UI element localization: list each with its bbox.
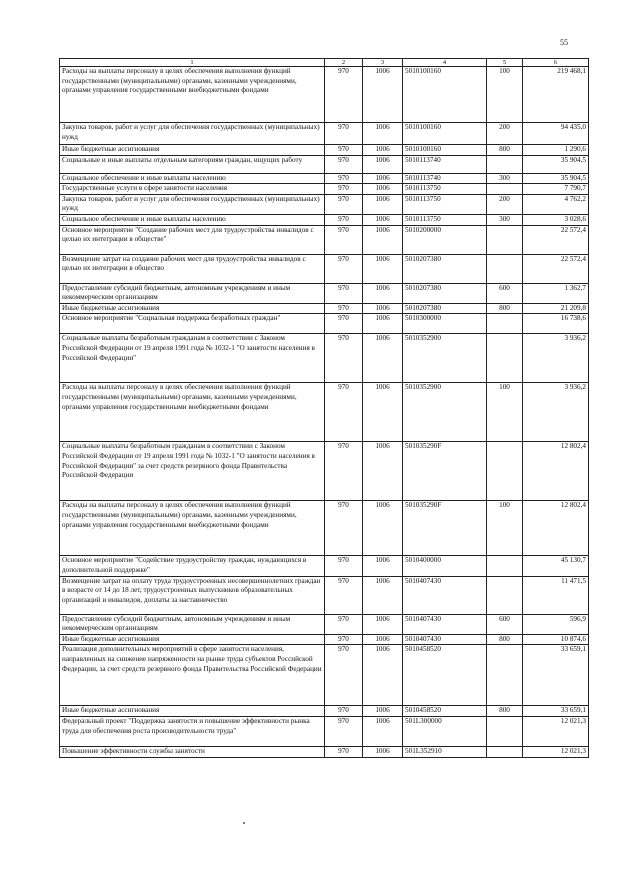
row-name-cell: Основное мероприятие "Содействие трудоустройству граждан, нуждающихся в дополнительной поддержке" bbox=[60, 556, 325, 576]
row-amount-cell: 22 572,4 bbox=[523, 225, 589, 254]
row-admin-code-cell: 970 bbox=[325, 283, 363, 303]
row-target-article-cell: 5010207380 bbox=[403, 283, 487, 303]
row-admin-code-cell: 970 bbox=[325, 556, 363, 576]
row-section-code-cell: 1006 bbox=[363, 214, 403, 225]
table-row bbox=[60, 556, 589, 576]
row-section-code-cell: 1006 bbox=[363, 501, 403, 556]
row-name-cell: Социальное обеспечение и иные выплаты населению bbox=[60, 173, 325, 184]
table-row bbox=[60, 746, 589, 757]
scan-speck bbox=[243, 822, 245, 824]
row-name-cell: Реализация дополнительных мероприятий в сфере занятости населения, направленных на снижение напряженности на рынке труда субъектов Российской Федерации, за счет средств резервного фонда Правительства Российской Федерации bbox=[60, 645, 325, 706]
page-number: 55 bbox=[560, 38, 568, 47]
row-target-article-cell: 5010113750 bbox=[403, 214, 487, 225]
row-expense-type-cell bbox=[487, 334, 523, 383]
table-row bbox=[60, 145, 589, 156]
row-name-cell: Иные бюджетные ассигнования bbox=[60, 145, 325, 156]
row-name-cell: Социальное обеспечение и иные выплаты населению bbox=[60, 214, 325, 225]
row-amount-cell: 596,9 bbox=[523, 614, 589, 634]
table-row bbox=[60, 67, 589, 123]
row-amount-cell: 3 028,6 bbox=[523, 214, 589, 225]
row-admin-code-cell: 970 bbox=[325, 334, 363, 383]
row-amount-cell: 21 209,8 bbox=[523, 303, 589, 314]
row-name-cell: Возмещение затрат на оплату труда трудоустроенных несовершеннолетних граждан в возрасте от 14 до 18 лет, трудоустроенных выпускников образовательных организаций и инвалидов, доплаты за наставничество bbox=[60, 576, 325, 614]
row-section-code-cell: 1006 bbox=[363, 314, 403, 334]
row-name-cell: Социальные выплаты безработным гражданам в соответствии с Законом Российской Федерации от 19 апреля 1991 года № 1032-1 "О занятости населения в Российской Федерации" за счет средств резервного фонда Правительства Российской Федерации bbox=[60, 442, 325, 501]
header-col-3: 3 bbox=[363, 59, 403, 67]
row-amount-cell: 12 802,4 bbox=[523, 501, 589, 556]
row-admin-code-cell: 970 bbox=[325, 225, 363, 254]
table-row bbox=[60, 614, 589, 634]
row-section-code-cell: 1006 bbox=[363, 155, 403, 173]
row-admin-code-cell: 970 bbox=[325, 706, 363, 717]
row-name-cell: Иные бюджетные ассигнования bbox=[60, 303, 325, 314]
row-name-cell: Закупка товаров, работ и услуг для обеспечения государственных (муниципальных) нужд bbox=[60, 123, 325, 145]
table-row bbox=[60, 283, 589, 303]
row-amount-cell: 12 802,4 bbox=[523, 442, 589, 501]
row-admin-code-cell: 970 bbox=[325, 67, 363, 123]
row-amount-cell: 1 362,7 bbox=[523, 283, 589, 303]
table-row bbox=[60, 334, 589, 383]
row-section-code-cell: 1006 bbox=[363, 634, 403, 645]
row-amount-cell: 22 572,4 bbox=[523, 254, 589, 283]
row-admin-code-cell: 970 bbox=[325, 614, 363, 634]
row-expense-type-cell bbox=[487, 314, 523, 334]
table-row bbox=[60, 123, 589, 145]
table-row bbox=[60, 184, 589, 195]
row-name-cell: Основное мероприятие "Социальная поддержка безработных граждан" bbox=[60, 314, 325, 334]
row-amount-cell: 219 468,1 bbox=[523, 67, 589, 123]
row-section-code-cell: 1006 bbox=[363, 383, 403, 442]
row-section-code-cell: 1006 bbox=[363, 645, 403, 706]
row-target-article-cell: 5010207380 bbox=[403, 254, 487, 283]
row-target-article-cell: 5010407430 bbox=[403, 634, 487, 645]
row-section-code-cell: 1006 bbox=[363, 225, 403, 254]
row-admin-code-cell: 970 bbox=[325, 184, 363, 195]
table-row bbox=[60, 576, 589, 614]
row-expense-type-cell: 600 bbox=[487, 614, 523, 634]
row-admin-code-cell: 970 bbox=[325, 746, 363, 757]
row-section-code-cell: 1006 bbox=[363, 303, 403, 314]
row-name-cell: Иные бюджетные ассигнования bbox=[60, 706, 325, 717]
row-amount-cell: 94 435,0 bbox=[523, 123, 589, 145]
row-expense-type-cell bbox=[487, 746, 523, 757]
row-expense-type-cell bbox=[487, 184, 523, 195]
row-name-cell: Закупка товаров, работ и услуг для обеспечения государственных (муниципальных) нужд bbox=[60, 194, 325, 214]
row-name-cell: Социальные выплаты безработным гражданам в соответствии с Законом Российской Федерации от 19 апреля 1991 года № 1032-1 "О занятости населения в Российской Федерации" bbox=[60, 334, 325, 383]
row-target-article-cell: 5010458520 bbox=[403, 706, 487, 717]
row-name-cell: Расходы на выплаты персоналу в целях обеспечения выполнения функций государственными (муниципальными) органами, казенными учреждениями, органами управления государственными внебюджетными фондами bbox=[60, 501, 325, 556]
row-target-article-cell: 5010207380 bbox=[403, 303, 487, 314]
table-row bbox=[60, 173, 589, 184]
row-target-article-cell: 501L300000 bbox=[403, 716, 487, 746]
row-expense-type-cell bbox=[487, 254, 523, 283]
row-expense-type-cell: 200 bbox=[487, 123, 523, 145]
row-section-code-cell: 1006 bbox=[363, 442, 403, 501]
row-name-cell: Предоставление субсидий бюджетным, автономным учреждениям и иным некоммерческим организациям bbox=[60, 283, 325, 303]
row-target-article-cell: 501L352910 bbox=[403, 746, 487, 757]
row-target-article-cell: 5010407430 bbox=[403, 614, 487, 634]
row-target-article-cell: 5010113750 bbox=[403, 194, 487, 214]
row-expense-type-cell: 800 bbox=[487, 145, 523, 156]
header-col-4: 4 bbox=[403, 59, 487, 67]
row-amount-cell: 7 790,7 bbox=[523, 184, 589, 195]
row-admin-code-cell: 970 bbox=[325, 214, 363, 225]
table-row bbox=[60, 716, 589, 746]
row-target-article-cell: 5010100160 bbox=[403, 145, 487, 156]
row-name-cell: Возмещение затрат на создание рабочих мест для трудоустройства инвалидов с целью их интеграции в общество bbox=[60, 254, 325, 283]
row-section-code-cell: 1006 bbox=[363, 576, 403, 614]
row-target-article-cell: 5010113740 bbox=[403, 173, 487, 184]
row-name-cell: Предоставление субсидий бюджетным, автономным учреждениям и иным некоммерческим организациям bbox=[60, 614, 325, 634]
row-name-cell: Государственные услуги в сфере занятости населения bbox=[60, 184, 325, 195]
row-section-code-cell: 1006 bbox=[363, 194, 403, 214]
row-amount-cell: 35 904,5 bbox=[523, 173, 589, 184]
row-expense-type-cell bbox=[487, 225, 523, 254]
row-target-article-cell: 5010352900 bbox=[403, 334, 487, 383]
row-expense-type-cell: 300 bbox=[487, 173, 523, 184]
row-section-code-cell: 1006 bbox=[363, 67, 403, 123]
header-col-1: 1 bbox=[60, 59, 325, 67]
row-expense-type-cell: 200 bbox=[487, 194, 523, 214]
row-admin-code-cell: 970 bbox=[325, 716, 363, 746]
table-row bbox=[60, 645, 589, 706]
row-target-article-cell: 501035290F bbox=[403, 442, 487, 501]
row-name-cell: Социальные и иные выплаты отдельным категориям граждан, ищущих работу bbox=[60, 155, 325, 173]
row-amount-cell: 12 021,3 bbox=[523, 746, 589, 757]
row-expense-type-cell bbox=[487, 716, 523, 746]
row-expense-type-cell: 100 bbox=[487, 67, 523, 123]
row-expense-type-cell: 800 bbox=[487, 303, 523, 314]
row-amount-cell: 1 290,6 bbox=[523, 145, 589, 156]
table-row bbox=[60, 314, 589, 334]
row-target-article-cell: 5010352900 bbox=[403, 383, 487, 442]
row-target-article-cell: 5010100160 bbox=[403, 123, 487, 145]
row-expense-type-cell: 800 bbox=[487, 706, 523, 717]
header-col-2: 2 bbox=[325, 59, 363, 67]
row-section-code-cell: 1006 bbox=[363, 123, 403, 145]
row-admin-code-cell: 970 bbox=[325, 145, 363, 156]
budget-table bbox=[59, 58, 589, 758]
row-name-cell: Расходы на выплаты персоналу в целях обеспечения выполнения функций государственными (муниципальными) органами, казенными учреждениями, органами управления государственными внебюджетными фондами bbox=[60, 67, 325, 123]
row-expense-type-cell: 600 bbox=[487, 283, 523, 303]
row-target-article-cell: 5010300000 bbox=[403, 314, 487, 334]
table-row bbox=[60, 155, 589, 173]
row-amount-cell: 3 936,2 bbox=[523, 383, 589, 442]
table-header-row bbox=[60, 59, 589, 67]
row-name-cell: Расходы на выплаты персоналу в целях обеспечения выполнения функций государственными (муниципальными) органами, казенными учреждениями, органами управления государственными внебюджетными фондами bbox=[60, 383, 325, 442]
row-target-article-cell: 5010458520 bbox=[403, 645, 487, 706]
row-section-code-cell: 1006 bbox=[363, 254, 403, 283]
row-amount-cell: 10 874,6 bbox=[523, 634, 589, 645]
row-expense-type-cell: 100 bbox=[487, 383, 523, 442]
row-expense-type-cell bbox=[487, 442, 523, 501]
row-amount-cell: 12 021,3 bbox=[523, 716, 589, 746]
table-row bbox=[60, 501, 589, 556]
table-row bbox=[60, 634, 589, 645]
row-amount-cell: 33 659,1 bbox=[523, 645, 589, 706]
row-section-code-cell: 1006 bbox=[363, 283, 403, 303]
row-admin-code-cell: 970 bbox=[325, 645, 363, 706]
header-col-6: 6 bbox=[523, 59, 589, 67]
row-name-cell: Иные бюджетные ассигнования bbox=[60, 634, 325, 645]
row-section-code-cell: 1006 bbox=[363, 145, 403, 156]
row-target-article-cell: 5010200000 bbox=[403, 225, 487, 254]
row-expense-type-cell: 800 bbox=[487, 634, 523, 645]
row-admin-code-cell: 970 bbox=[325, 303, 363, 314]
row-admin-code-cell: 970 bbox=[325, 383, 363, 442]
row-name-cell: Основное мероприятие "Создание рабочих мест для трудоустройства инвалидов с целью их интеграции в обществе" bbox=[60, 225, 325, 254]
row-admin-code-cell: 970 bbox=[325, 314, 363, 334]
row-target-article-cell: 5010400000 bbox=[403, 556, 487, 576]
table-row bbox=[60, 383, 589, 442]
row-expense-type-cell: 100 bbox=[487, 501, 523, 556]
row-section-code-cell: 1006 bbox=[363, 334, 403, 383]
row-admin-code-cell: 970 bbox=[325, 254, 363, 283]
row-target-article-cell: 5010407430 bbox=[403, 576, 487, 614]
row-amount-cell: 11 471,5 bbox=[523, 576, 589, 614]
row-section-code-cell: 1006 bbox=[363, 184, 403, 195]
row-admin-code-cell: 970 bbox=[325, 442, 363, 501]
row-expense-type-cell bbox=[487, 556, 523, 576]
row-section-code-cell: 1006 bbox=[363, 716, 403, 746]
row-amount-cell: 4 762,2 bbox=[523, 194, 589, 214]
row-name-cell: Федеральный проект "Поддержка занятости и повышение эффективности рынка труда для обеспечения роста производительности труда" bbox=[60, 716, 325, 746]
table-row bbox=[60, 706, 589, 717]
row-name-cell: Повышение эффективности службы занятости bbox=[60, 746, 325, 757]
table-row bbox=[60, 214, 589, 225]
row-target-article-cell: 5010113740 bbox=[403, 155, 487, 173]
row-expense-type-cell bbox=[487, 576, 523, 614]
table-row bbox=[60, 225, 589, 254]
row-admin-code-cell: 970 bbox=[325, 123, 363, 145]
row-section-code-cell: 1006 bbox=[363, 746, 403, 757]
row-admin-code-cell: 970 bbox=[325, 576, 363, 614]
table-row bbox=[60, 254, 589, 283]
row-section-code-cell: 1006 bbox=[363, 173, 403, 184]
row-amount-cell: 33 659,1 bbox=[523, 706, 589, 717]
row-amount-cell: 45 130,7 bbox=[523, 556, 589, 576]
row-section-code-cell: 1006 bbox=[363, 556, 403, 576]
row-expense-type-cell: 300 bbox=[487, 214, 523, 225]
table-row bbox=[60, 194, 589, 214]
table-row bbox=[60, 303, 589, 314]
row-section-code-cell: 1006 bbox=[363, 614, 403, 634]
row-amount-cell: 35 904,5 bbox=[523, 155, 589, 173]
header-col-5: 5 bbox=[487, 59, 523, 67]
row-section-code-cell: 1006 bbox=[363, 706, 403, 717]
row-amount-cell: 16 738,6 bbox=[523, 314, 589, 334]
row-amount-cell: 3 936,2 bbox=[523, 334, 589, 383]
table-row bbox=[60, 442, 589, 501]
row-admin-code-cell: 970 bbox=[325, 155, 363, 173]
row-target-article-cell: 501035290F bbox=[403, 501, 487, 556]
row-expense-type-cell bbox=[487, 155, 523, 173]
row-admin-code-cell: 970 bbox=[325, 194, 363, 214]
row-expense-type-cell bbox=[487, 645, 523, 706]
row-target-article-cell: 5010100160 bbox=[403, 67, 487, 123]
row-admin-code-cell: 970 bbox=[325, 634, 363, 645]
row-admin-code-cell: 970 bbox=[325, 173, 363, 184]
row-target-article-cell: 5010113750 bbox=[403, 184, 487, 195]
row-admin-code-cell: 970 bbox=[325, 501, 363, 556]
